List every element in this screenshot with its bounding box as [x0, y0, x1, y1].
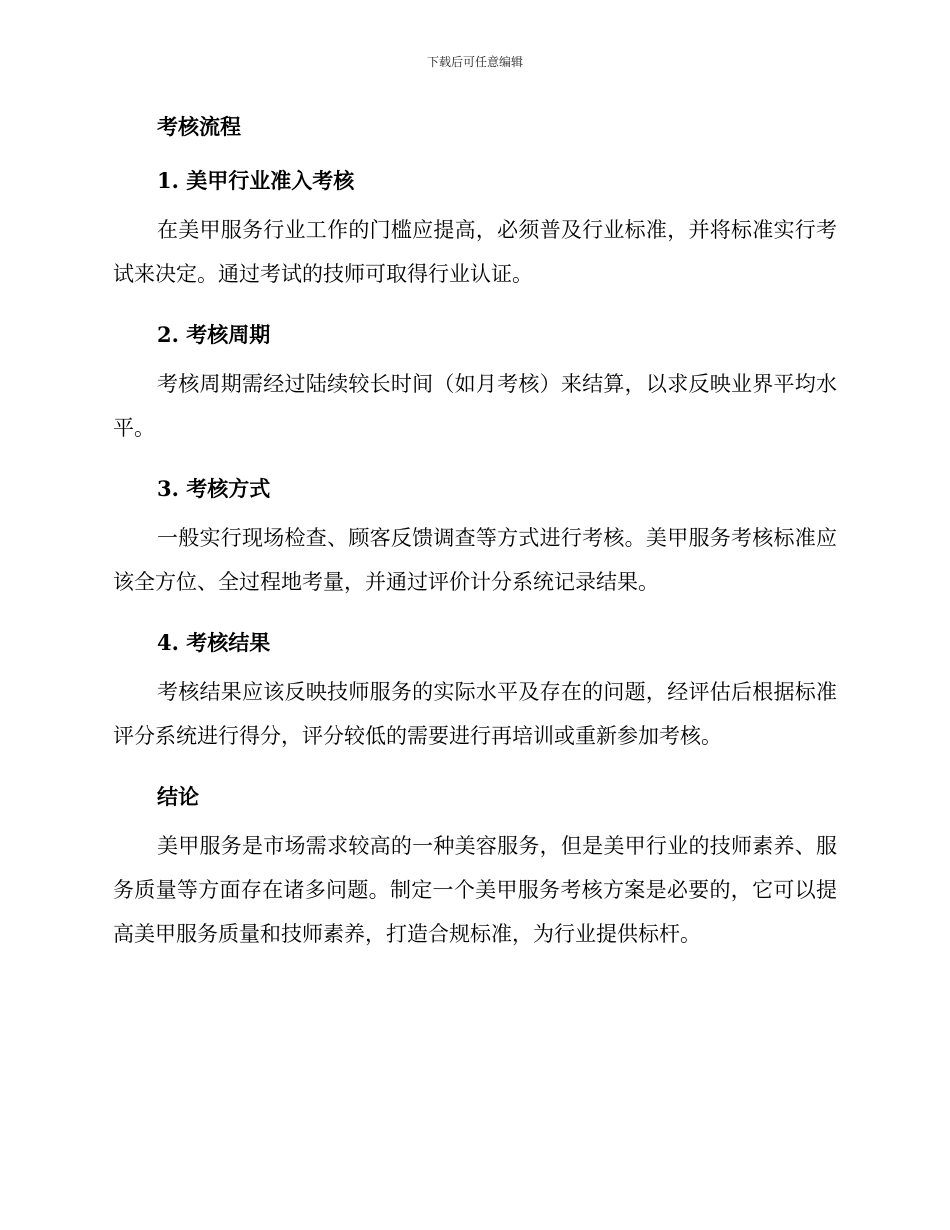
item-heading-4: 4. 考核结果: [157, 630, 271, 655]
item-paragraph-4: 考核结果应该反映技师服务的实际水平及存在的问题，经评估后根据标准评分系统进行得分，评分较低的需要进行再培训或重新参加考核。: [113, 680, 837, 748]
section-title: 考核流程: [157, 114, 241, 139]
item-heading-1: 1. 美甲行业准入考核: [157, 168, 355, 193]
page-header: 下载后可任意编辑: [426, 55, 523, 69]
conclusion-title: 结论: [157, 784, 199, 809]
item-paragraph-1: 在美甲服务行业工作的门槛应提高，必须普及行业标准，并将标准实行考试来决定。通过考试的技师可取得行业认证。: [113, 218, 837, 286]
item-paragraph-2: 考核周期需经过陆续较长时间（如月考核）来结算，以求反映业界平均水平。: [113, 372, 837, 440]
document-body: [113, 112, 837, 956]
item-paragraph-3: 一般实行现场检查、顾客反馈调查等方式进行考核。美甲服务考核标准应该全方位、全过程地考量，并通过评价计分系统记录结果。: [113, 526, 837, 594]
item-heading-2: 2. 考核周期: [157, 322, 271, 347]
item-heading-3: 3. 考核方式: [157, 476, 271, 501]
conclusion-paragraph: 美甲服务是市场需求较高的一种美容服务，但是美甲行业的技师素养、服务质量等方面存在诸多问题。制定一个美甲服务考核方案是必要的，它可以提高美甲服务质量和技师素养，打造合规标准，为行业提供标杆。: [113, 834, 837, 946]
